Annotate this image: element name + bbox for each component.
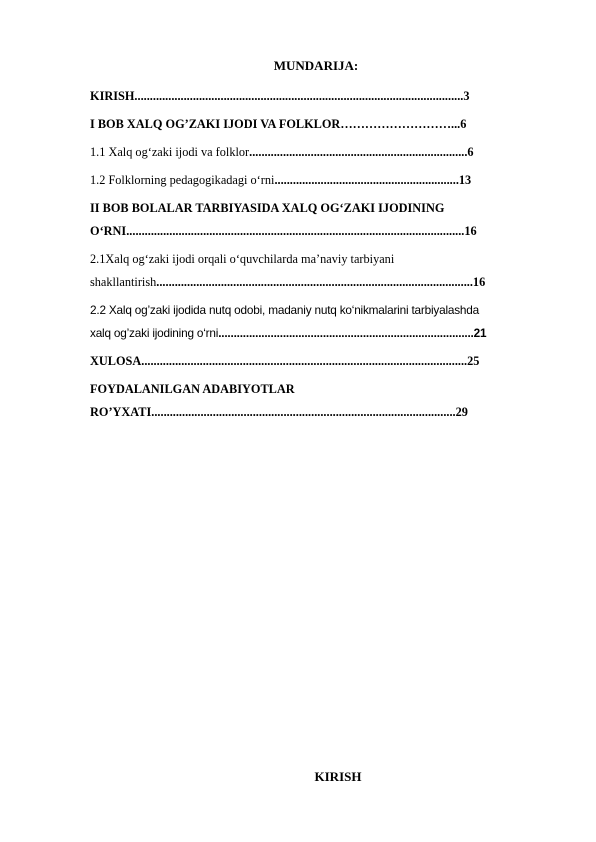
toc-entry-text: 1.2 Folklorning pedagogikadagi o‘rni bbox=[90, 173, 275, 187]
toc-leader: .............................................................................................................. bbox=[126, 224, 465, 238]
toc-entry-section-2-1[interactable] bbox=[90, 251, 530, 290]
toc-entry-text: XULOSA bbox=[90, 354, 142, 368]
toc-page-number: 6 bbox=[467, 145, 474, 159]
toc-page-number: 29 bbox=[455, 405, 468, 419]
toc-leader: ....................................................................................................... bbox=[156, 275, 473, 289]
table-of-contents bbox=[90, 88, 530, 420]
toc-page-number: 16 bbox=[472, 275, 486, 289]
toc-entry-text-continued: shakllantirish bbox=[90, 275, 157, 289]
toc-entry-section-2-2[interactable] bbox=[90, 302, 530, 341]
toc-entry-text: 2.1Xalq og‘zaki ijodi orqali o‘quvchilarda ma’naviy tarbiyani bbox=[90, 252, 395, 266]
toc-entry-references[interactable] bbox=[90, 381, 530, 420]
toc-entry-section-1-1[interactable] bbox=[90, 144, 530, 160]
toc-leader: ............................................................ bbox=[274, 173, 459, 187]
toc-entry-text: I BOB XALQ OG’ZAKI IJODI VA FOLKLOR bbox=[90, 117, 341, 131]
section-heading-kirish: KIRISH bbox=[314, 769, 362, 784]
toc-entry-section-1-2[interactable] bbox=[90, 172, 530, 188]
toc-leader: ....................................................................... bbox=[249, 145, 468, 159]
toc-page-number: 21 bbox=[473, 326, 487, 340]
toc-page-number: 3 bbox=[463, 89, 470, 103]
toc-page-number: 16 bbox=[464, 224, 477, 238]
toc-entry-kirish[interactable] bbox=[90, 88, 530, 104]
toc-entry-text: II BOB BOLALAR TARBIYASIDA XALQ OG‘ZAKI IJODINING bbox=[90, 201, 445, 215]
toc-entry-chapter-2[interactable] bbox=[90, 200, 530, 239]
toc-page-number: 13 bbox=[458, 173, 472, 187]
toc-entry-xulosa[interactable] bbox=[90, 353, 530, 369]
toc-page-number: 6 bbox=[460, 117, 467, 131]
toc-entry-text: FOYDALANILGAN ADABIYOTLAR bbox=[90, 382, 295, 396]
toc-leader: ........................................................................................................... bbox=[134, 89, 464, 103]
toc-entry-text-continued: RO’YXATI bbox=[90, 405, 152, 419]
toc-entry-text: KIRISH bbox=[90, 89, 135, 103]
toc-page-number: 25 bbox=[467, 354, 480, 368]
toc-leader: ................................................................................................... bbox=[151, 405, 456, 419]
toc-entry-chapter-1[interactable] bbox=[90, 116, 530, 132]
toc-entry-text-continued: O‘RNI bbox=[90, 224, 127, 238]
toc-title: MUNDARIJA: bbox=[273, 58, 359, 73]
toc-leader: ................................................................................... bbox=[218, 326, 474, 340]
toc-entry-text: 2.2 Xalq og’zaki ijodida nutq odobi, madaniy nutq ko‘nikmalarini tarbiyalashda bbox=[90, 303, 480, 317]
toc-leader: .......................................................................................................... bbox=[141, 354, 468, 368]
toc-leader: ………………………... bbox=[340, 117, 461, 131]
toc-entry-text: 1.1 Xalq og‘zaki ijodi va folklor bbox=[90, 145, 250, 159]
toc-entry-text-continued: xalq og’zaki ijodining o‘rni bbox=[90, 326, 219, 340]
